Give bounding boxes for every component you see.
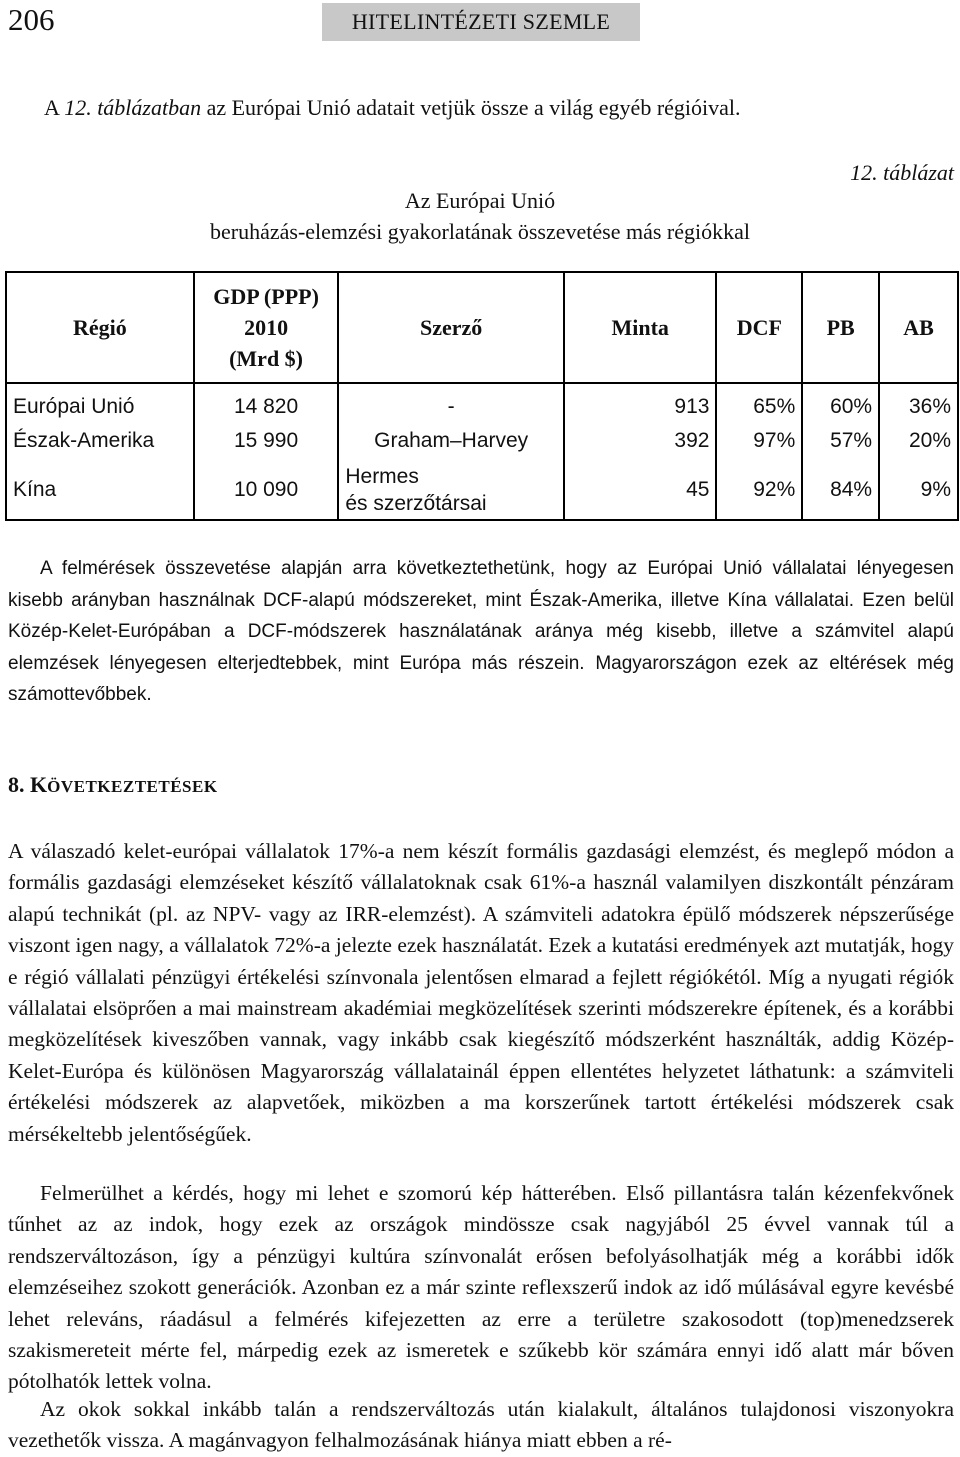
section-heading: [8, 772, 218, 798]
header-gdp-line2: 2010: [244, 315, 289, 340]
table-reference: 12. táblázatban: [64, 95, 202, 120]
cell-author: Graham–Harvey: [338, 422, 564, 460]
body-paragraph: [8, 836, 954, 1150]
cell-sample: 45: [564, 460, 716, 520]
cell-sample: 913: [564, 383, 716, 422]
header-gdp: [194, 272, 339, 383]
cell-ab: 9%: [879, 460, 958, 520]
cell-ab: 36%: [879, 383, 958, 422]
intro-prefix: A: [44, 95, 65, 120]
paragraph-text: Az okok sokkal inkább talán a rendszerváltozás után kialakult, általános tulajdonosi viszonyokra vezethetők vissza. A magánvagyon felhalmozásának hiánya miatt ebben a ré-: [8, 1397, 954, 1453]
body-paragraph: [8, 1394, 954, 1457]
cell-ab: 20%: [879, 422, 958, 460]
cell-pb: 60%: [802, 383, 879, 422]
header-ab: AB: [879, 272, 958, 383]
comparison-table: [5, 271, 959, 521]
cell-author-line2: és szerzőtársai: [345, 491, 487, 515]
summary-text: A felmérések összevetése alapján arra következtethetünk, hogy az Európai Unió vállalatai lényegesen kisebb arányban használnak DCF-alapú módszereket, mint Észak-Amerika, illetve Kína vállalatai. Ezen belül Közép-Kelet-Európában a DCF-módszerek használatának aránya még kisebb, illetve a számvitel alapú elemzések lényegesen elterjedtebbek, mint Európa más részein. Magyarországon ezek az eltérések még számottevőbbek.: [8, 558, 954, 706]
section-title-initial: K: [30, 772, 48, 797]
summary-paragraph: [8, 553, 954, 711]
cell-dcf: 92%: [716, 460, 802, 520]
body-paragraph: [8, 1178, 954, 1398]
cell-gdp: 10 090: [194, 460, 339, 520]
cell-region: Európai Unió: [6, 383, 194, 422]
paragraph-text: A válaszadó kelet-európai vállalatok 17%-a nem készít formális gazdasági elemzést, és meglepő módon a formális gazdasági elemzéseket készítő vállalatoknak csak 61%-a használ valamilyen diszkontált pénzáram alapú technikát (pl. az NPV- vagy az IRR-elemzést). A számviteli adatokra épülő módszerek népszerűsége viszont igen nagy, a vállalatok 72%-a jelezte ezek használatát. Ezek a kutatási eredmények azt mutatják, hogy e régió vállalati pénzügyi értékelési színvonala jelentősen elmarad a fejlett régiókétól. Míg a nyugati régiók vállalatai elsöprően a mai mainstream akadémiai megközelítések szerinti módszerekre építenek, és a korábbi megközelítések kiveszőben vannak, vagy inkább csak kiegészítő módszerként használták, addig Közép-Kelet-Európa és különösen Magyarország vállalatainál éppen ellentétes helyzetet láthatunk: a számviteli értékelési módszerek az alapvetőek, miközben a ma korszerűnek tartott értékelési módszerek csak mérsékeltebb jelentőségűek.: [8, 839, 954, 1146]
table-row: [6, 422, 958, 460]
header-gdp-line3: (Mrd $): [229, 346, 304, 371]
section-number: 8.: [8, 772, 25, 797]
section-title-rest: ÖVETKEZTETÉSEK: [47, 777, 218, 796]
cell-dcf: 65%: [716, 383, 802, 422]
intro-suffix: az Európai Unió adatait vetjük össze a világ egyéb régióival.: [201, 95, 741, 120]
header-gdp-line1: GDP (PPP): [213, 284, 319, 309]
table-header-row: [6, 272, 958, 383]
page-number: 206: [8, 2, 55, 37]
table-number: 12. táblázat: [850, 160, 954, 185]
header-region: Régió: [6, 272, 194, 383]
cell-region: Észak-Amerika: [6, 422, 194, 460]
header-pb: PB: [802, 272, 879, 383]
cell-author: -: [338, 383, 564, 422]
cell-author: [338, 460, 564, 520]
table-title-line2: beruházás-elemzési gyakorlatának összevetése más régiókkal: [210, 219, 750, 244]
cell-pb: 84%: [802, 460, 879, 520]
cell-region: Kína: [6, 460, 194, 520]
cell-gdp: 15 990: [194, 422, 339, 460]
cell-author-line1: Hermes: [345, 464, 419, 488]
cell-sample: 392: [564, 422, 716, 460]
header-sample: Minta: [564, 272, 716, 383]
table-row: [6, 383, 958, 422]
cell-pb: 57%: [802, 422, 879, 460]
cell-dcf: 97%: [716, 422, 802, 460]
header-dcf: DCF: [716, 272, 802, 383]
header-author: Szerző: [338, 272, 564, 383]
intro-sentence: [44, 95, 741, 121]
paragraph-text: Felmerülhet a kérdés, hogy mi lehet e szomorú kép hátterében. Első pillantásra talán kézenfekvőnek tűnhet az az indok, hogy ezek az országok mindössze csak nagyjából 25 évvel vannak túl a rendszerváltozáson, így a pénzügyi kultúra színvonalát erősen befolyásolhatják még a korábbi idők elemzéseihez szokott generációk. Azonban ez a már szinte reflexszerű indok az idő múlásával egyre kevésbé lehet releváns, ráadásul a felmérés kifejezetten az erre a területre szakosodott (top)menedzserek szakismereteit mérte fel, márpedig ezek az ismeretek e szűkebb kör számára ennyi idő alatt már bőven pótolhatók lettek volna.: [8, 1181, 954, 1394]
table-title-line1: Az Európai Unió: [404, 188, 556, 213]
journal-header: HITELINTÉZETI SZEMLE: [322, 3, 640, 41]
cell-gdp: 14 820: [194, 383, 339, 422]
table-row: [6, 460, 958, 520]
